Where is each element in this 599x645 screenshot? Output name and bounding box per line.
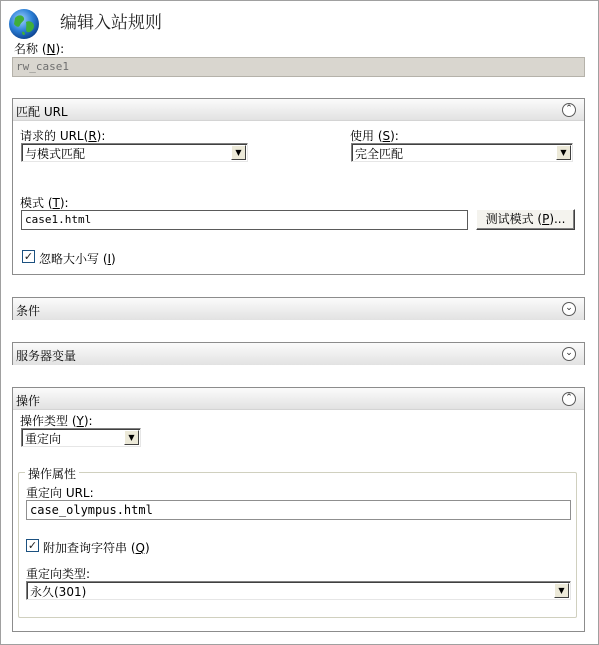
action-type-label-prefix: 操作类型 (	[20, 414, 77, 428]
requested-url-select[interactable]	[21, 143, 248, 162]
requested-url-label-prefix: 请求的 URL(	[20, 129, 89, 143]
requested-url-label	[20, 127, 105, 144]
test-pattern-label-prefix: 测试模式 (	[485, 212, 543, 226]
server-variables-header[interactable]	[13, 343, 584, 365]
redirect-type-select[interactable]	[26, 581, 571, 600]
action-type-value: 重定向	[25, 432, 62, 446]
test-pattern-label-key: P	[542, 212, 550, 226]
redirect-url-label: 重定向 URL:	[26, 486, 94, 500]
action-type-label	[20, 412, 93, 429]
pattern-input[interactable]: case1.html	[21, 210, 468, 230]
conditions-header[interactable]	[13, 298, 584, 320]
dropdown-arrow-icon[interactable]: ▼	[124, 430, 139, 445]
dropdown-arrow-icon[interactable]: ▼	[554, 583, 569, 598]
requested-url-label-key: R	[88, 129, 97, 143]
redirect-url-input[interactable]: case_olympus.html	[26, 500, 571, 520]
redirect-type-value: 永久(301)	[30, 585, 87, 599]
append-query-label-suffix: )	[144, 541, 150, 555]
using-value: 完全匹配	[355, 147, 404, 161]
using-label-key: S	[382, 129, 391, 143]
collapse-chevron-up-icon[interactable]: ⌃	[562, 103, 576, 117]
test-pattern-button[interactable]	[476, 209, 575, 230]
append-query-label-prefix: 附加查询字符串 (	[43, 541, 136, 555]
requested-url-value: 与模式匹配	[25, 147, 86, 161]
pattern-label-suffix: ):	[59, 196, 69, 210]
append-query-label[interactable]	[43, 539, 150, 556]
expand-chevron-down-icon[interactable]: ⌄	[562, 302, 576, 316]
collapse-chevron-up-icon[interactable]: ⌃	[562, 392, 576, 406]
requested-url-label-suffix: ):	[96, 129, 106, 143]
pattern-label-prefix: 模式 (	[20, 196, 53, 210]
using-label-prefix: 使用 (	[350, 129, 383, 143]
server-variables-title: 服务器变量	[16, 349, 77, 363]
dropdown-arrow-icon[interactable]: ▼	[231, 145, 246, 160]
pattern-label	[20, 194, 69, 211]
server-variables-panel	[12, 342, 585, 365]
ignore-case-label-key: I	[107, 252, 112, 266]
name-label-key: N	[46, 42, 56, 56]
ignore-case-label[interactable]	[39, 250, 116, 267]
name-label-suffix: ):	[55, 42, 65, 56]
match-url-header[interactable]	[13, 99, 584, 121]
conditions-panel	[12, 297, 585, 320]
ignore-case-label-suffix: )	[111, 252, 116, 266]
name-label-prefix: 名称 (	[14, 42, 47, 56]
name-label	[14, 40, 64, 57]
ignore-case-label-prefix: 忽略大小写 (	[39, 252, 108, 266]
dropdown-arrow-icon[interactable]: ▼	[556, 145, 571, 160]
match-url-title: 匹配 URL	[16, 105, 68, 119]
ignore-case-checkbox[interactable]: ✓	[23, 250, 34, 263]
action-title: 操作	[16, 394, 41, 408]
using-label	[350, 127, 399, 144]
conditions-title: 条件	[16, 304, 41, 318]
append-query-checkbox[interactable]: ✓	[27, 539, 38, 552]
name-field[interactable]: rw_case1	[12, 57, 585, 77]
pattern-label-key: T	[52, 196, 60, 210]
globe-icon	[8, 8, 40, 40]
action-properties-title: 操作属性	[25, 465, 79, 482]
action-type-select[interactable]	[21, 428, 141, 447]
action-header[interactable]	[13, 388, 584, 410]
using-label-suffix: ):	[390, 129, 399, 143]
using-select[interactable]	[351, 143, 573, 162]
redirect-type-label: 重定向类型:	[26, 567, 91, 581]
test-pattern-label-suffix: )...	[549, 212, 566, 226]
action-type-label-suffix: ):	[83, 414, 93, 428]
match-url-panel	[12, 98, 585, 275]
page-title: 编辑入站规则	[60, 13, 162, 33]
action-type-label-key: Y	[76, 414, 84, 428]
expand-chevron-down-icon[interactable]: ⌄	[562, 347, 576, 361]
append-query-label-key: Q	[135, 541, 145, 555]
